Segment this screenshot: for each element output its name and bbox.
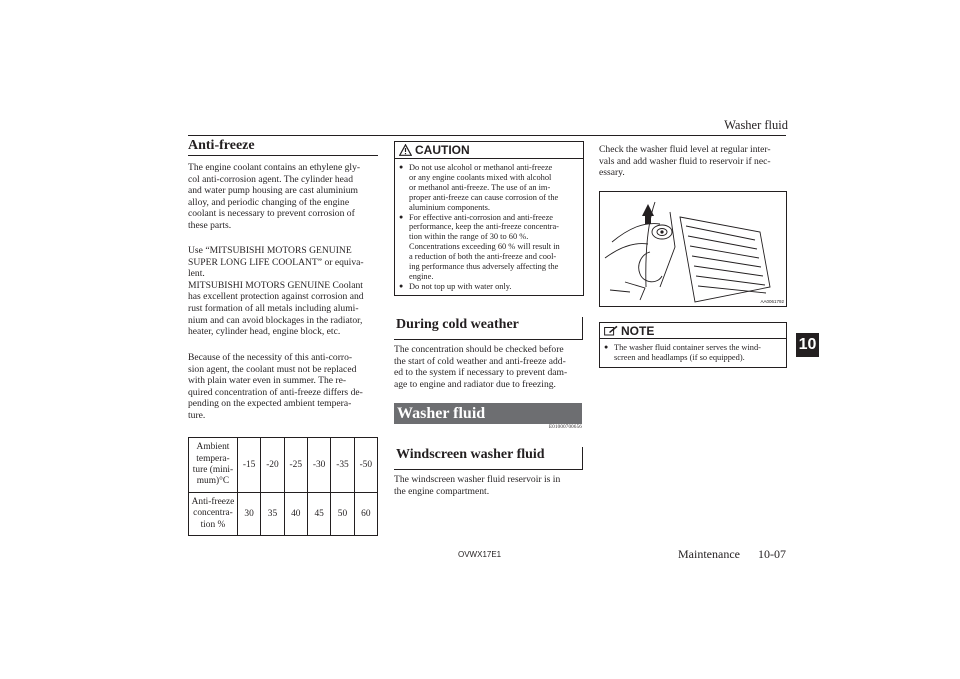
caution-item-text: For effective anti-corrosion and anti-freeze performance, keep the anti-freeze concentra- tion within the range of 30 to 60 %. Concentrations exceeding 60 % will result in a reduction of both the anti-freeze and cool- ing performance thus adversely affecting the engine. [409,212,560,281]
table-cell: 60 [354,493,377,536]
table-row-concentration [189,493,378,536]
table-cell: 50 [331,493,354,536]
caution-item [399,282,579,292]
table-cell: -15 [237,438,260,493]
bullet-icon: ● [399,212,404,221]
table-cell: -25 [284,438,307,493]
table-cell: 30 [237,493,260,536]
caution-item-text: Do not top up with water only. [409,281,512,291]
note-list [600,339,786,366]
caution-item [399,163,579,213]
check-fluid-paragraph: Check the washer fluid level at regular inter- vals and add washer fluid to reservoir if nec- essary. [599,144,771,179]
cold-weather-paragraph: The concentration should be checked before the start of cold weather and anti-freeze add- ed to the system if necessary to prevent dam- age to engine and radiator due to freezing. [394,344,568,390]
anti-freeze-paragraph-2: Use “MITSUBISHI MOTORS GENUINE SUPER LONG LIFE COOLANT” or equiva- lent. MITSUBISHI MOTORS GENUINE Coolant has excellent protection against corrosion and rust formation of all metals including alumi- nium and can avoid blockages in the radiator, heater, cylinder head, engine block, etc. [188,245,364,338]
table-cell: 45 [307,493,330,536]
chapter-tab: 10 [796,333,819,357]
running-header-title: Washer fluid [724,118,788,132]
caution-list [395,159,583,295]
note-item [604,343,782,363]
illustration-code: AA0061792 [760,299,784,304]
bullet-icon: ● [604,343,609,351]
anti-freeze-table [188,437,378,536]
section-code: E01000700656 [549,425,582,430]
table-header-concentration: Anti-freeze concentra- tion % [189,493,238,536]
table-cell: 40 [284,493,307,536]
washer-reservoir-illustration [599,191,787,307]
note-item-text: The washer fluid container serves the wind- screen and headlamps (if so equipped). [614,343,761,362]
header-rule [188,135,786,136]
caution-box [394,141,584,296]
section-title-cold-weather: During cold weather [394,317,583,340]
section-title-anti-freeze: Anti-freeze [188,138,378,156]
windscreen-paragraph: The windscreen washer fluid reservoir is in the engine compartment. [394,474,561,497]
footer-page-number: 10-07 [758,547,786,561]
table-cell: -30 [307,438,330,493]
footer-section-name: Maintenance [678,547,740,561]
section-title-windscreen-washer: Windscreen washer fluid [394,447,583,470]
chapter-heading-washer-fluid: Washer fluid [394,403,582,424]
footer-doc-code: OVWX17E1 [458,550,502,559]
note-label: NOTE [621,323,655,338]
table-cell: -35 [331,438,354,493]
warning-triangle-icon [399,144,412,156]
caution-label: CAUTION [415,143,470,157]
note-pencil-icon [604,325,618,336]
caution-item [399,213,579,282]
table-row-temperature [189,438,378,493]
table-header-temperature: Ambient tempera- ture (mini- mum)°C [189,438,238,493]
engine-bay-drawing [600,192,786,306]
caution-header [395,142,583,159]
bullet-icon: ● [399,281,404,290]
table-cell: -20 [261,438,284,493]
bullet-icon: ● [399,163,404,171]
table-cell: 35 [261,493,284,536]
anti-freeze-paragraph-3: Because of the necessity of this anti-corro- sion agent, the coolant must not be replaced with plain water even in summer. The re- quired concentration of anti-freeze differs de- pending on the expected ambient tempera- ture. [188,352,363,421]
anti-freeze-paragraph-1: The engine coolant contains an ethylene gly- col anti-corrosion agent. The cylinder head and water pump housing are cast aluminium alloy, and periodic changing of the engine coolant is necessary to prevent corrosion of these parts. [188,162,361,231]
caution-item-text: Do not use alcohol or methanol anti-freeze or any engine coolants mixed with alcohol or methanol anti-freeze. The use of an im- proper anti-freeze can cause corrosion of the aluminium components. [409,163,559,212]
note-box [599,322,787,368]
note-header [600,323,786,339]
table-cell: -50 [354,438,377,493]
